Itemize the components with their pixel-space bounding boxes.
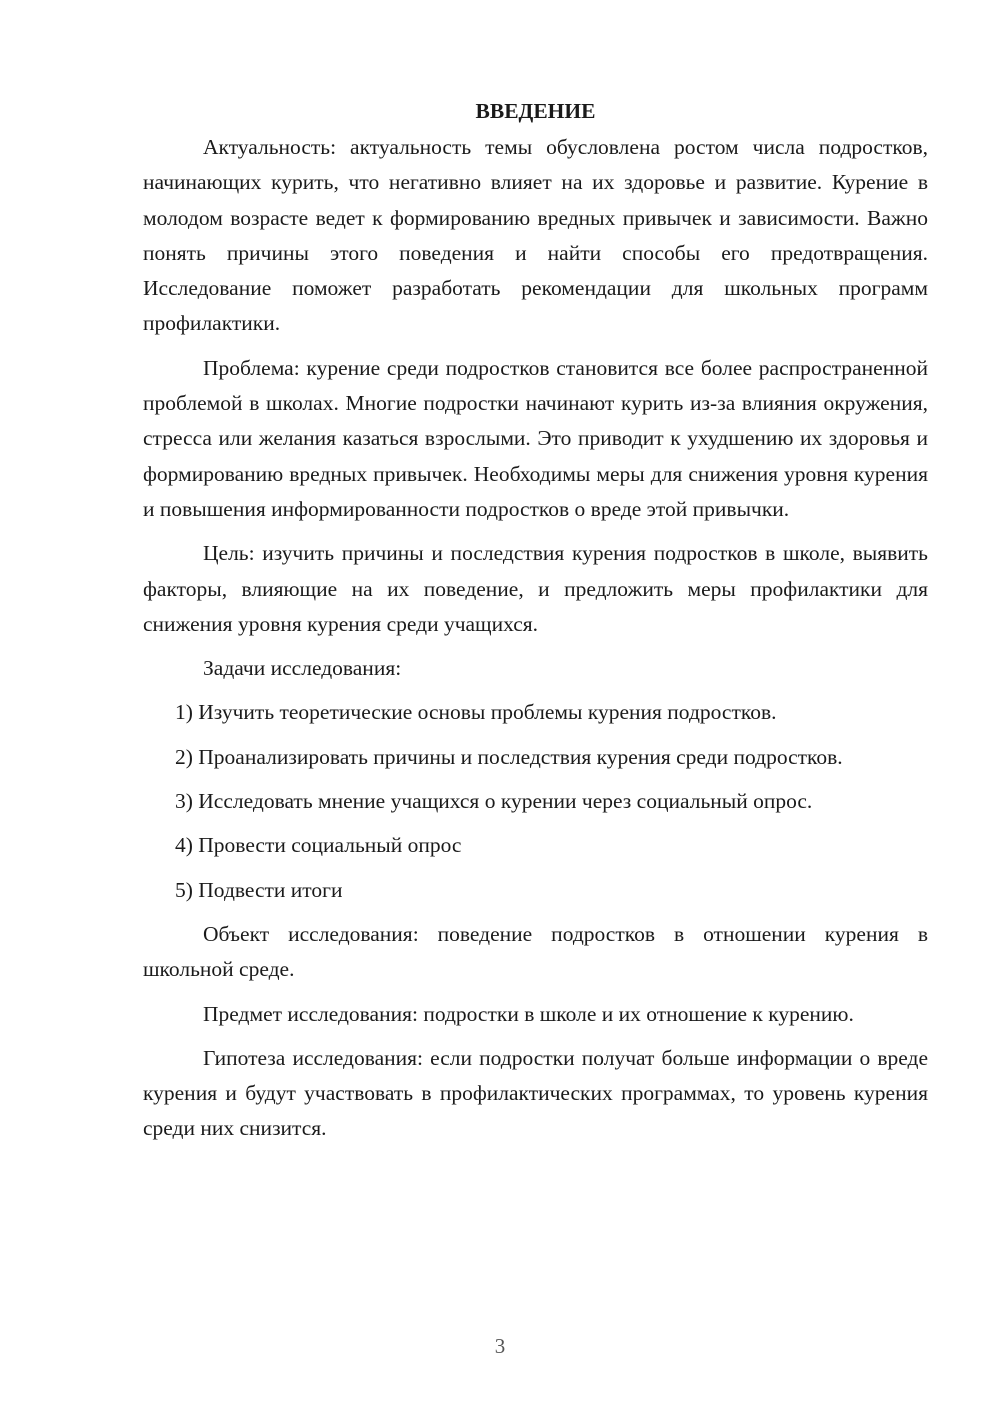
task-item-3: 3) Исследовать мнение учащихся о курении через социальный опрос. (175, 789, 813, 814)
task-item-4: 4) Провести социальный опрос (175, 833, 462, 858)
page-content (143, 94, 928, 1156)
section-title: ВВЕДЕНИЕ (475, 99, 596, 123)
relevance-paragraph: Актуальность: актуальность темы обусловлена ростом числа подростков, начинающих курить, что негативно влияет на их здоровье и развитие. Курение в молодом возрасте ведет к формированию вредных привычек и зависимости. Важно понять причины этого поведения и найти способы его предотвращения. Исследование поможет разработать рекомендации для школьных программ профилактики. (143, 135, 928, 336)
tasks-heading: Задачи исследования: (203, 656, 402, 681)
subject-paragraph: Предмет исследования: подростки в школе и их отношение к курению. (203, 1001, 854, 1026)
goal-paragraph: Цель: изучить причины и последствия курения подростков в школе, выявить факторы, влияющие на их поведение, и предложить меры профилактики для снижения уровня курения среди учащихся. (143, 541, 928, 636)
page-number: 3 (494, 1334, 506, 1358)
task-item-1: 1) Изучить теоретические основы проблемы курения подростков. (175, 700, 777, 725)
task-item-2: 2) Проанализировать причины и последствия курения среди подростков. (175, 744, 843, 769)
hypothesis-paragraph: Гипотеза исследования: если подростки получат больше информации о вреде курения и будут участвовать в профилактических программах, то уровень курения среди них снизится. (143, 1045, 928, 1141)
task-item-5: 5) Подвести итоги (175, 877, 343, 902)
problem-paragraph: Проблема: курение среди подростков становится все более распространенной проблемой в школах. Многие подростки начинают курить из-за влияния окружения, стресса или желания казаться взрослыми. Это приводит к ухудшению их здоровья и формированию вредных привычек. Необходимы меры для снижения уровня курения и повышения информированности подростков о вреде этой привычки. (143, 355, 928, 521)
object-paragraph: Объект исследования: поведение подростков в отношении курения в школьной среде. (143, 921, 928, 982)
